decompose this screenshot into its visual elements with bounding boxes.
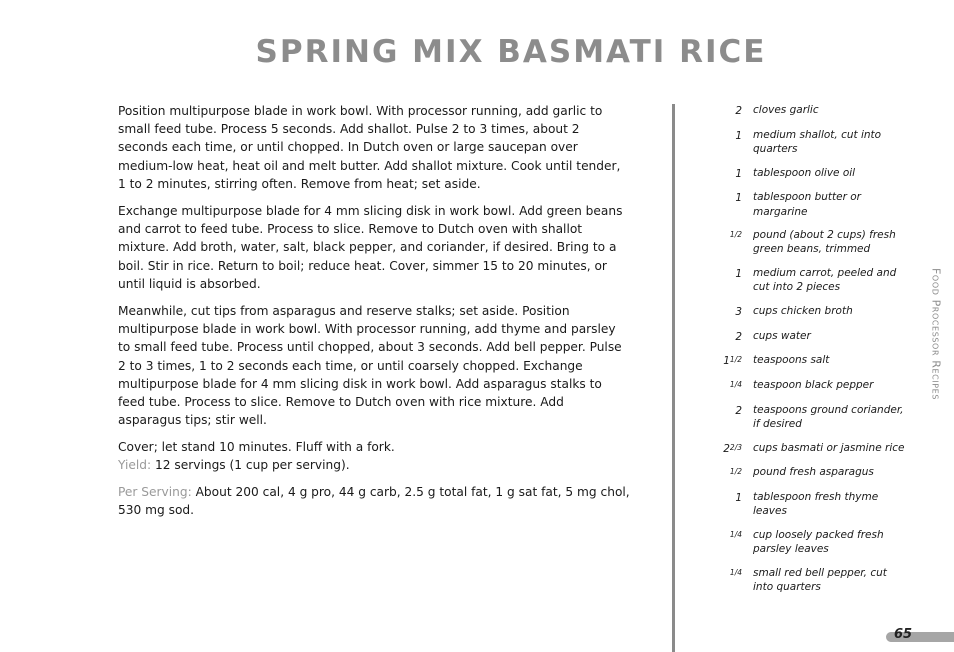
ingredient-quantity	[700, 465, 753, 480]
ingredient-row	[700, 378, 910, 393]
section-side-label: Food Processor Recipes	[929, 267, 943, 401]
ingredient-quantity	[700, 353, 753, 368]
ingredient-quantity-whole: 2	[735, 105, 742, 117]
ingredient-quantity-whole: 2	[723, 442, 730, 455]
ingredient-quantity	[700, 190, 753, 218]
ingredient-row	[700, 166, 910, 181]
ingredient-quantity	[700, 228, 753, 256]
recipe-title: SPRING MIX BASMATI RICE	[255, 34, 767, 70]
ingredient-quantity-whole: 1	[735, 192, 742, 205]
ingredient-quantity-fraction: 1/4	[729, 567, 742, 577]
ingredient-quantity	[700, 128, 753, 156]
ingredient-quantity	[700, 329, 753, 344]
ingredient-item: medium carrot, peeled and cut into 2 pieces	[753, 267, 897, 294]
ingredient-quantity-whole: 2	[735, 404, 742, 417]
yield-line	[118, 456, 630, 474]
ingredient-item: pound (about 2 cups) fresh green beans, trimmed	[753, 229, 896, 256]
ingredient-item: tablespoon olive oil	[753, 166, 856, 179]
ingredient-row	[700, 304, 910, 319]
ingredient-quantity-fraction: 1/2	[729, 355, 742, 365]
ingredient-item: cup loosely packed fresh parsley leaves	[753, 529, 884, 556]
ingredient-quantity	[700, 528, 753, 556]
ingredient-row	[700, 566, 910, 594]
column-divider	[672, 104, 675, 652]
ingredient-row	[700, 228, 910, 256]
ingredient-quantity	[700, 304, 753, 319]
ingredient-item: tablespoon fresh thyme leaves	[753, 491, 879, 518]
ingredient-quantity	[700, 266, 753, 294]
ingredient-item: tablespoon butter or margarine	[753, 191, 861, 218]
direction-step: Meanwhile, cut tips from asparagus and reserve stalks; set aside. Position multipurpose blade in work bowl. With processor running, add thyme and parsley to small feed tube. Process until chopped, about 3 seconds. Add bell pepper. Pulse 2 to 3 times, 1 to 2 seconds each time, or until coarsely chopped. Exchange multipurpose blade for 4 mm slicing disk in work bowl. Add asparagus stalks to feed tube. Process to slice. Remove to Dutch oven with rice mixture. Add asparagus tips; stir well.	[118, 304, 622, 428]
ingredient-quantity-whole: 1	[735, 268, 742, 281]
ingredient-item: medium shallot, cut into quarters	[753, 128, 882, 155]
ingredient-row	[700, 103, 910, 118]
ingredient-item: teaspoons salt	[753, 354, 830, 367]
nutrition-notes	[118, 456, 630, 529]
ingredient-item: pound fresh asparagus	[753, 466, 874, 479]
ingredient-quantity	[700, 378, 753, 393]
ingredient-quantity-whole: 1	[723, 355, 730, 368]
direction-step: Position multipurpose blade in work bowl. With processor running, add garlic to small feed tube. Process 5 seconds. Add shallot. Pulse 2 to 3 times, about 2 seconds each time, or until chopped. In Dutch oven or large saucepan over medium-low heat, heat oil and melt butter. Add shallot mixture. Cook until tender, 1 to 2 minutes, stirring often. Remove from heat; set aside.	[118, 104, 621, 191]
ingredient-quantity-whole: 1	[735, 492, 742, 505]
ingredient-item: cups basmati or jasmine rice	[753, 441, 905, 454]
per-serving-label: Per Serving:	[118, 485, 192, 500]
ingredient-row	[700, 403, 910, 431]
ingredient-quantity-fraction: 2/3	[729, 442, 742, 452]
ingredient-item: teaspoons ground coriander, if desired	[753, 403, 904, 431]
ingredient-quantity-fraction: 1/4	[729, 530, 742, 540]
ingredient-row	[700, 266, 910, 294]
ingredient-quantity	[700, 490, 753, 518]
ingredient-quantity-whole: 1	[735, 167, 742, 180]
ingredient-list	[700, 103, 910, 604]
ingredient-quantity-fraction: 1/2	[729, 230, 742, 240]
ingredient-quantity	[700, 166, 753, 181]
ingredient-quantity	[700, 403, 753, 431]
per-serving-value: About 200 cal, 4 g pro, 44 g carb, 2.5 g total fat, 1 g sat fat, 5 mg chol, 530 mg sod.	[118, 485, 630, 518]
ingredient-quantity	[700, 103, 753, 118]
ingredient-item: teaspoon black pepper	[753, 379, 874, 392]
direction-step: Cover; let stand 10 minutes. Fluff with a fork.	[118, 440, 395, 455]
ingredient-row	[700, 528, 910, 556]
directions	[118, 102, 630, 466]
ingredient-item: cups chicken broth	[753, 305, 853, 318]
ingredient-item: cups water	[753, 329, 811, 342]
ingredient-quantity	[700, 441, 753, 456]
ingredient-quantity-fraction: 1/2	[729, 467, 742, 477]
ingredient-quantity-fraction: 1/4	[729, 380, 742, 390]
ingredient-item: cloves garlic	[753, 104, 819, 116]
direction-step: Exchange multipurpose blade for 4 mm slicing disk in work bowl. Add green beans and carrot to feed tube. Process to slice. Remove to Dutch oven with shallot mixture. Add broth, water, salt, black pepper, and coriander, if desired. Bring to a boil. Stir in rice. Return to boil; reduce heat. Cover, simmer 15 to 20 minutes, or until liquid is absorbed.	[118, 204, 623, 291]
ingredient-row	[700, 128, 910, 156]
yield-label: Yield:	[118, 458, 152, 472]
ingredient-item: small red bell pepper, cut into quarters	[753, 566, 887, 594]
ingredient-row	[700, 465, 910, 480]
ingredient-row	[700, 329, 910, 344]
ingredient-quantity-whole: 1	[735, 129, 742, 142]
page-number: 65	[894, 627, 913, 642]
per-serving-line	[118, 483, 630, 519]
ingredient-quantity-whole: 3	[735, 306, 742, 319]
ingredient-quantity-whole: 2	[735, 330, 742, 343]
ingredient-row	[700, 441, 910, 456]
ingredient-row	[700, 490, 910, 518]
yield-value: 12 servings (1 cup per serving).	[155, 458, 350, 472]
ingredient-row	[700, 190, 910, 218]
ingredient-quantity	[700, 566, 753, 594]
ingredient-row	[700, 353, 910, 368]
